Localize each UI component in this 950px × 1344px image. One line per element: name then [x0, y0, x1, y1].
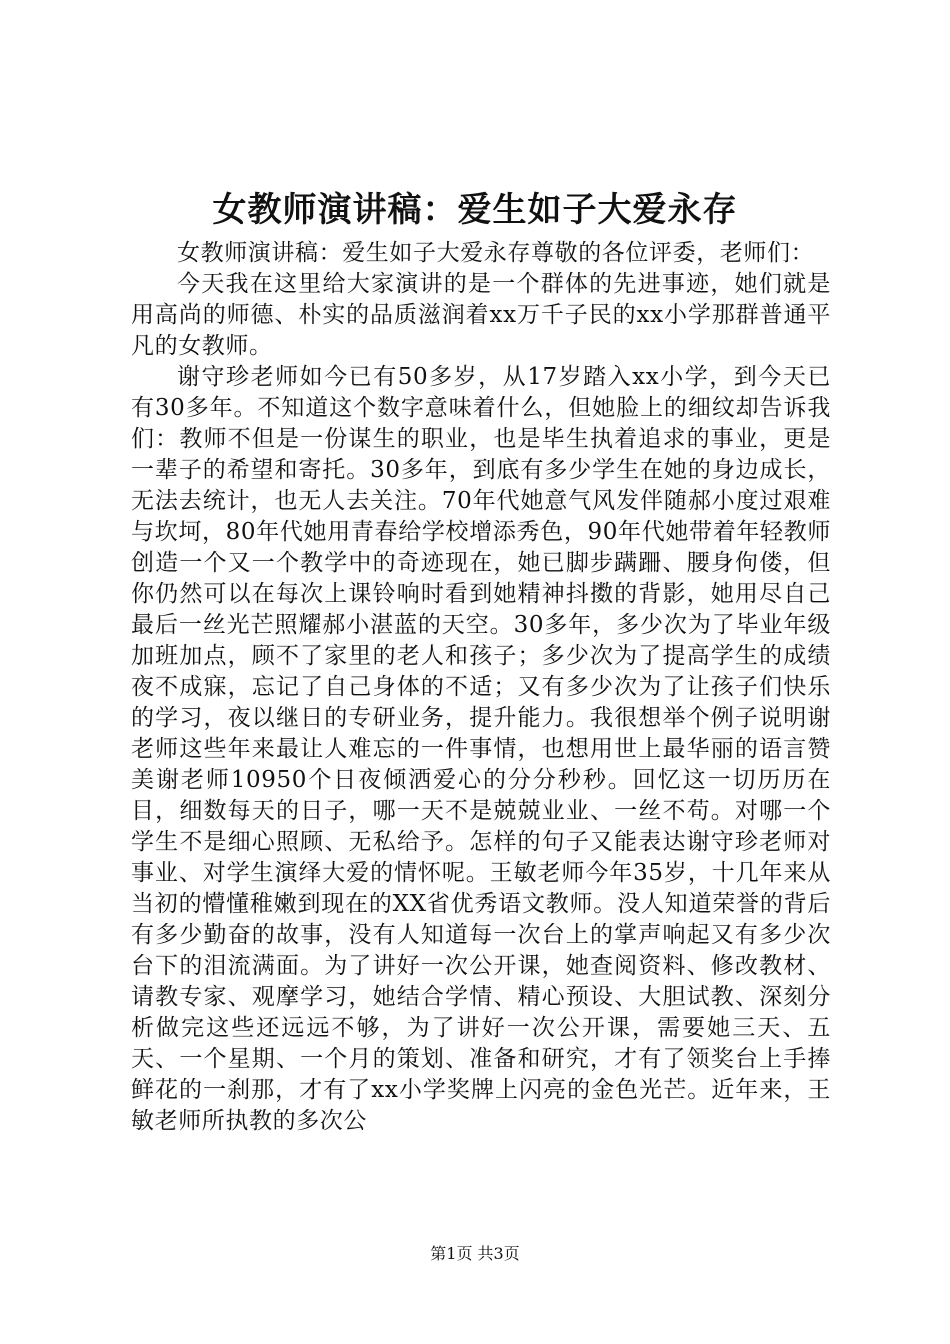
paragraph-greeting: 女教师演讲稿：爱生如子大爱永存尊敬的各位评委，老师们： — [177, 240, 815, 266]
page-footer: 第1页 共3页 — [430, 1244, 520, 1263]
document-body — [131, 238, 831, 1137]
document-title: 女教师演讲稿：爱生如子大爱永存 — [212, 190, 738, 230]
paragraph-main: 谢守珍老师如今已有50多岁，从17岁踏入xx小学，到今天已有30多年。不知道这个数字意味着什么，但她脸上的细纹却告诉我们：教师不但是一份谋生的职业，也是毕生执着追求的事业，更是一辈子的希望和寄托。30多年，到底有多少学生在她的身边成长，无法去统计，也无人去关注。70年代她意气风发伴随郝小度过艰难与坎坷，80年代她用青春给学校增添秀色，90年代她带着年轻教师创造一个又一个教学中的奇迹现在，她已脚步蹒跚、腰身佝偻，但你仍然可以在每次上课铃响时看到她精神抖擞的背影，她用尽自己最后一丝光芒照耀郝小湛蓝的天空。30多年，多少次为了毕业年级加班加点，顾不了家里的老人和孩子；多少次为了提高学生的成绩夜不成寐，忘记了自己身体的不适；又有多少次为了让孩子们快乐的学习，夜以继日的专研业务，提升能力。我很想举个例子说明谢老师这些年来最让人难忘的一件事情，也想用世上最华丽的语言赞美谢老师10950个日夜倾洒爱心的分分秒秒。回忆这一切历历在目，细数每天的日子，哪一天不是兢兢业业、一丝不苟。对哪一个学生不是细心照顾、无私给予。怎样的句子又能表达谢守珍老师对事业、对学生演绎大爱的情怀呢。王敏老师今年35岁，十几年来从当初的懵懂稚嫩到现在的XX省优秀语文教师。没人知道荣誉的背后有多少勤奋的故事，没有人知道每一次台上的掌声响起又有多少次台下的泪流满面。为了讲好一次公开课，她查阅资料、修改教材、请教专家、观摩学习，她结合学情、精心预设、大胆试教、深刻分析做完这些还远远不够，为了讲好一次公开课，需要她三天、五天、一个星期、一个月的策划、准备和研究，才有了领奖台上手捧鲜花的一刹那，才有了xx小学奖牌上闪亮的金色光芒。近年来，王敏老师所执教的多次公 — [131, 364, 831, 1134]
paragraph-intro: 今天我在这里给大家演讲的是一个群体的先进事迹，她们就是用高尚的师德、朴实的品质滋润着xx万千子民的xx小学那群普通平凡的女教师。 — [131, 271, 831, 359]
